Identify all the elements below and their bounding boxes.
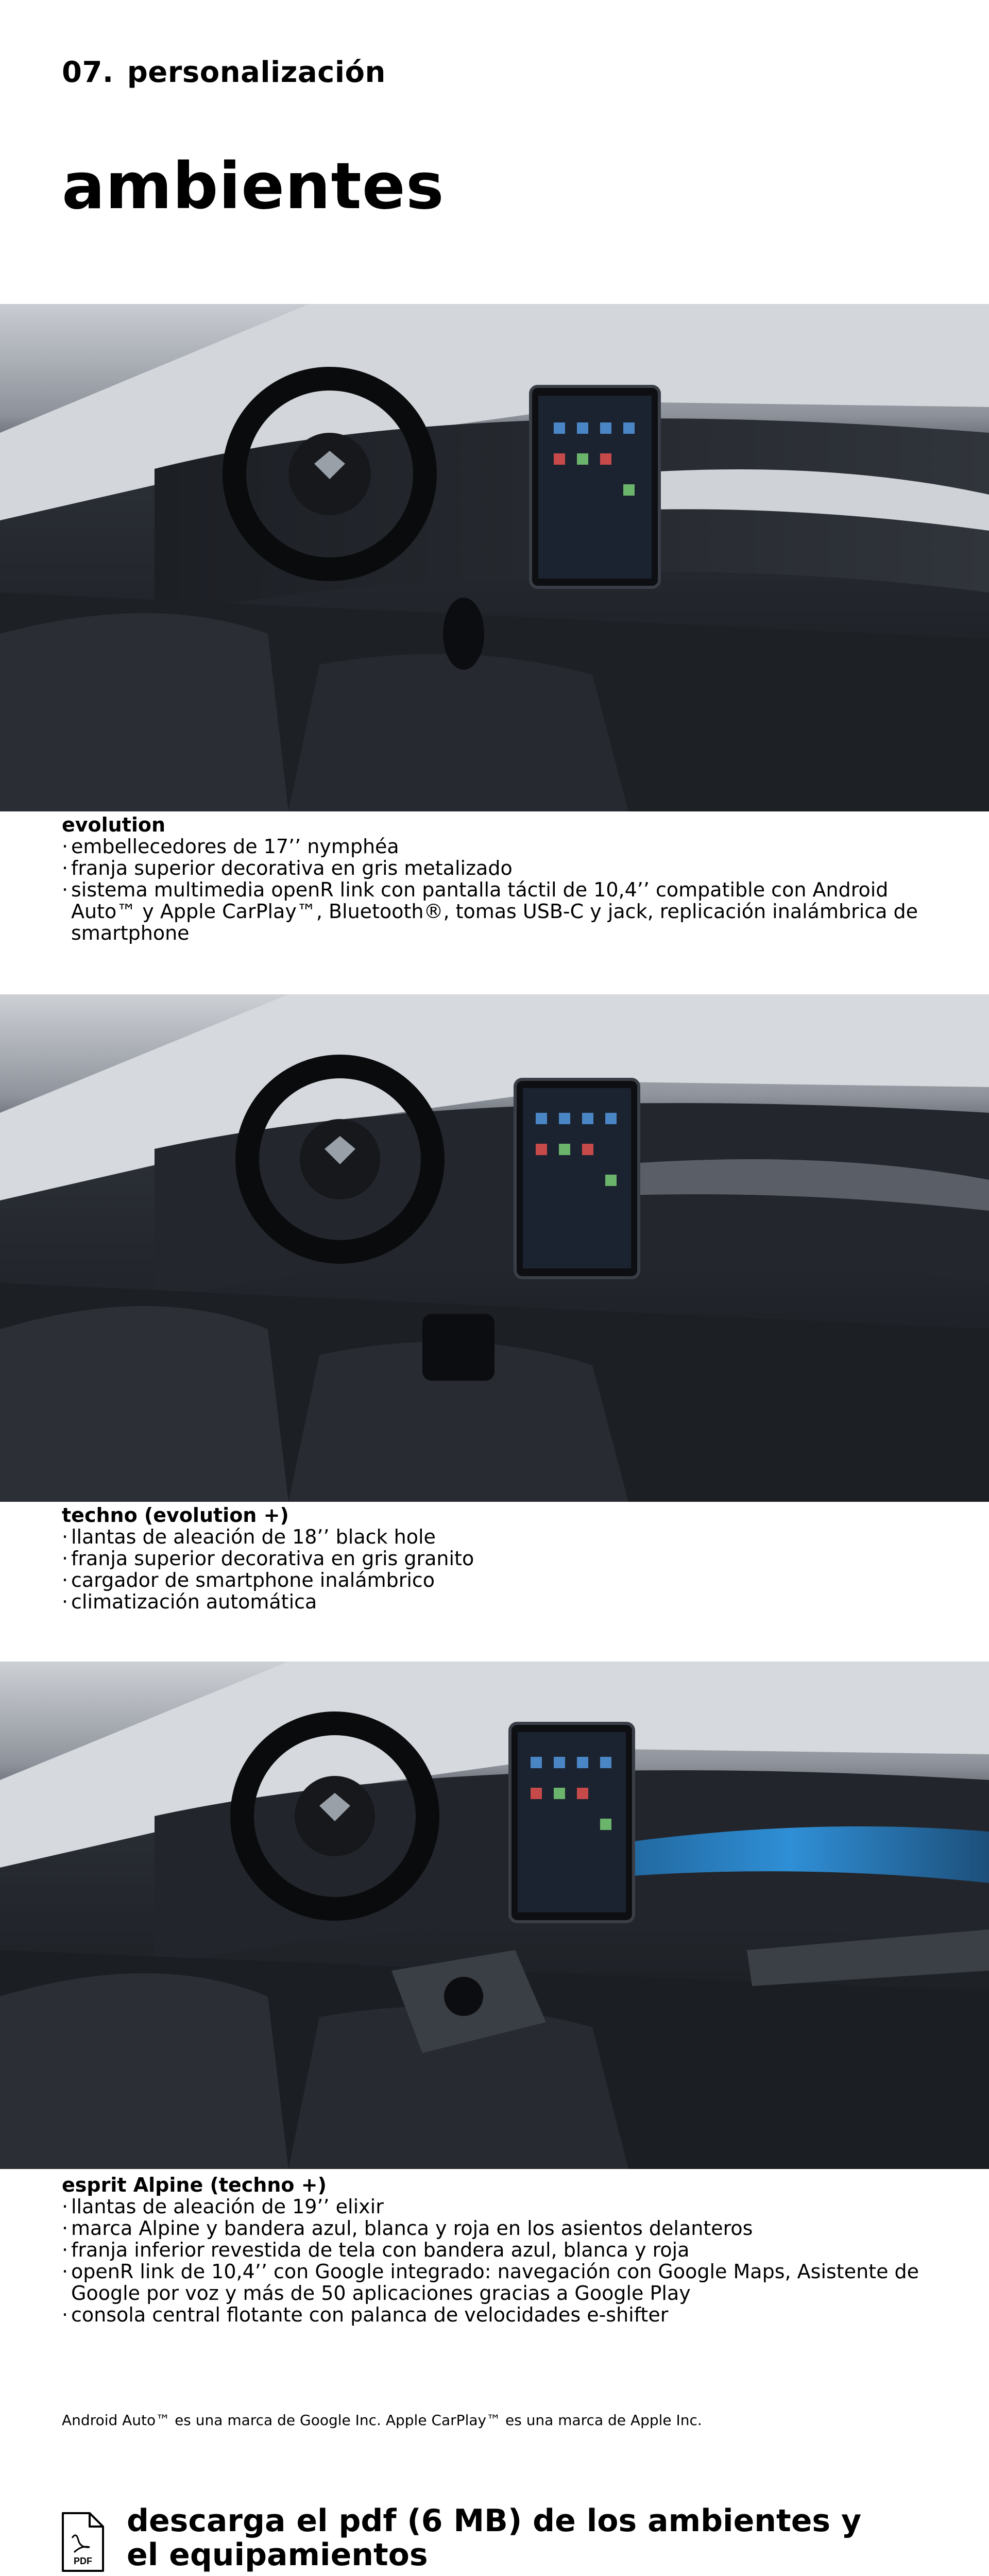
feature-item: · cargador de smartphone inalámbrico [62, 1569, 948, 1591]
feature-list [62, 2196, 948, 2326]
trim-name: esprit Alpine (techno +) [62, 2174, 327, 2196]
interior-photo-evolution [0, 304, 989, 811]
download-pdf-link[interactable] [61, 2504, 926, 2576]
feature-item: · marca Alpine y bandera azul, blanca y roja en los asientos delanteros [62, 2217, 948, 2239]
interior-illustration-evolution [0, 304, 989, 811]
feature-item: · franja superior decorativa en gris metalizado [62, 857, 948, 879]
feature-list [62, 836, 948, 944]
trim-techno [62, 1504, 948, 1613]
feature-list [62, 1526, 948, 1613]
trim-name: techno (evolution +) [62, 1504, 289, 1527]
feature-item: · consola central flotante con palanca de velocidades e-shifter [62, 2304, 948, 2326]
feature-item: · franja inferior revestida de tela con bandera azul, blanca y roja [62, 2239, 948, 2261]
download-label: descarga el pdf (6 MB) de los ambientes y el equipamientos [127, 2503, 862, 2573]
interior-illustration-esprit-alpine [0, 1662, 989, 2169]
feature-item: · climatización automática [62, 1591, 948, 1613]
pdf-icon-label: PDF [74, 2556, 92, 2566]
feature-item: · franja superior decorativa en gris granito [62, 1548, 948, 1569]
interior-photo-techno [0, 994, 989, 1502]
section-number: 07. [62, 56, 114, 89]
section-name: personalización [127, 56, 386, 89]
section-label [62, 56, 386, 89]
pdf-file-icon [61, 2511, 105, 2573]
feature-item: · llantas de aleación de 19’’ elixir [62, 2196, 948, 2217]
feature-item: · llantas de aleación de 18’’ black hole [62, 1526, 948, 1548]
feature-item: · sistema multimedia openR link con pantalla táctil de 10,4’’ compatible con Android Auto™ y Apple CarPlay™, Bluetooth®, tomas USB-C y jack, replicación inalámbrica de smartphone [62, 879, 948, 944]
trim-esprit-alpine [62, 2174, 948, 2326]
interior-photo-esprit-alpine [0, 1662, 989, 2169]
page-title: ambientes [62, 149, 445, 224]
trademark-disclaimer: Android Auto™ es una marca de Google Inc. Apple CarPlay™ es una marca de Apple Inc. [62, 2412, 702, 2429]
interior-illustration-techno [0, 994, 989, 1502]
trim-evolution [62, 814, 948, 944]
trim-name: evolution [62, 814, 166, 836]
feature-item: · embellecedores de 17’’ nymphéa [62, 836, 948, 857]
feature-item: · openR link de 10,4’’ con Google integrado: navegación con Google Maps, Asistente de Google por voz y más de 50 aplicaciones gracias a Google Play [62, 2261, 948, 2304]
